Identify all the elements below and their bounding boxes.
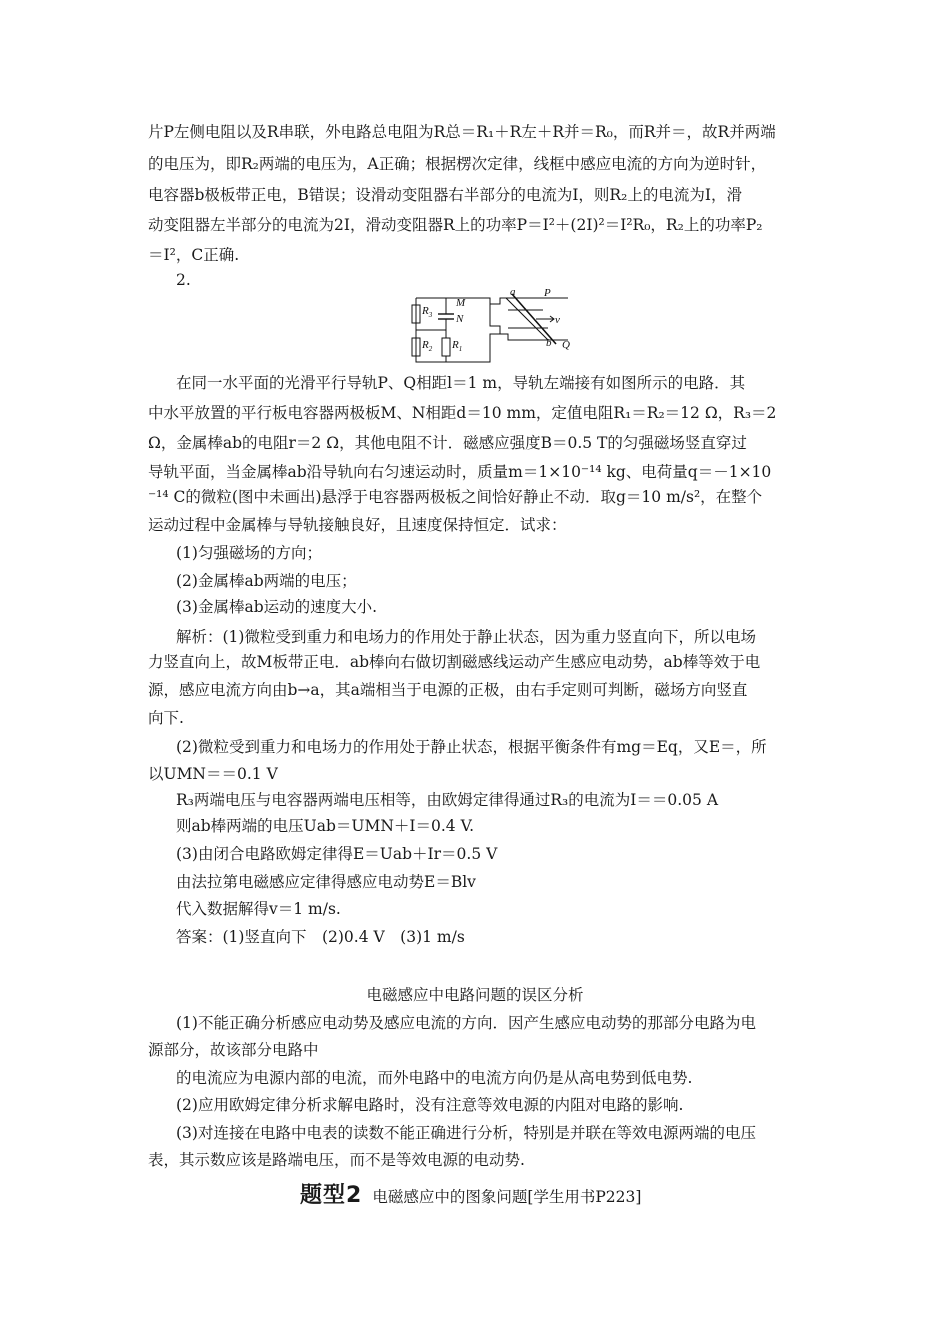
text-line: 运动过程中金属棒与导轨接触良好，且速度保持恒定．试求：: [148, 516, 567, 534]
solution-line: 则ab棒两端的电压Uab＝UMN＋I＝0.4 V.: [176, 817, 474, 835]
label-P: P: [544, 288, 551, 299]
label-b: b: [546, 337, 552, 349]
section-heading: 电磁感应中电路问题的误区分析: [366, 986, 584, 1004]
label-M: M: [456, 297, 466, 309]
topic-label: 题型2: [300, 1183, 363, 1208]
solution-line: (2)微粒受到重力和电场力的作用处于静止状态，根据平衡条件有mg＝Eq，又E＝，所: [176, 738, 767, 756]
text-line: (2)应用欧姆定律分析求解电路时，没有注意等效电源的内阻对电路的影响.: [176, 1096, 684, 1114]
text-line: 在同一水平面的光滑平行导轨P、Q相距l＝1 m，导轨左端接有如图所示的电路．其: [176, 374, 746, 392]
text-line: (3)对连接在电路中电表的读数不能正确进行分析，特别是并联在等效电源两端的电压: [176, 1124, 756, 1142]
sub-question: (2)金属棒ab两端的电压；: [176, 572, 357, 590]
solution-line: 向下.: [148, 709, 184, 727]
label-a: a: [510, 288, 516, 298]
sub-question: (1)匀强磁场的方向；: [176, 544, 322, 562]
solution-line: 以UMN＝＝0.1 V: [148, 765, 278, 783]
label-R1: $R_1$: [452, 339, 463, 353]
answer-line: 答案：(1)竖直向下 (2)0.4 V (3)1 m/s: [176, 928, 465, 946]
solution-line: (3)由闭合电路欧姆定律得E＝Uab＋Ir＝0.5 V: [176, 845, 498, 863]
text-line: 的电压为，即R₂两端的电压为，A正确；根据楞次定律，线框中感应电流的方向为逆时针，: [148, 155, 767, 173]
label-N: N: [456, 313, 464, 325]
text-line: 表，其示数应该是路端电压，而不是等效电源的电动势.: [148, 1151, 525, 1169]
solution-line: 力竖直向上，故M板带正电．ab棒向右做切割磁感线运动产生感应电动势，ab棒等效于电: [148, 653, 761, 671]
circuit-figure: [408, 288, 580, 366]
text-line: ＝I²，C正确.: [148, 246, 240, 264]
text-line: Ω，金属棒ab的电阻r＝2 Ω，其他电阻不计．磁感应强度B＝0.5 T的匀强磁场竖直穿过: [148, 434, 747, 452]
solution-line: 源，感应电流方向由b→a，其a端相当于电源的正极，由右手定则可判断，磁场方向竖直: [148, 681, 748, 699]
label-R2: $R_2$: [422, 339, 433, 353]
solution-line: 解析：(1)微粒受到重力和电场力的作用处于静止状态，因为重力竖直向下，所以电场: [176, 628, 756, 646]
topic-heading: [300, 1178, 641, 1209]
solution-line: R₃两端电压与电容器两端电压相等，由欧姆定律得通过R₃的电流为I＝＝0.05 A: [176, 791, 719, 809]
text-line: 的电流应为电源内部的电流，而外电路中的电流方向仍是从高电势到低电势.: [176, 1069, 693, 1087]
text-line: 导轨平面，当金属棒ab沿导轨向右匀速运动时，质量m＝1×10⁻¹⁴ kg、电荷量q＝－1×10: [148, 463, 772, 481]
text-line: 动变阻器左半部分的电流为2I，滑动变阻器R上的功率P＝I²＋(2I)²＝I²R₀，R₂上的功率P₂: [148, 216, 763, 234]
label-R3: $R_3$: [422, 305, 433, 319]
topic-title: 电磁感应中的图象问题[学生用书P223]: [372, 1188, 642, 1206]
question-number: 2.: [176, 271, 191, 289]
text-line: (1)不能正确分析感应电动势及感应电流的方向．因产生感应电动势的那部分电路为电: [176, 1014, 756, 1032]
label-v: v: [555, 314, 560, 326]
sub-question: (3)金属棒ab运动的速度大小.: [176, 598, 378, 616]
text-line: 片P左侧电阻以及R串联，外电路总电阻为R总＝R₁＋R左＋R并＝R₀，而R并＝，故R并两端: [148, 123, 776, 141]
text-line: ⁻¹⁴ C的微粒(图中未画出)悬浮于电容器两极板之间恰好静止不动．取g＝10 m/s²，在整个: [148, 488, 763, 506]
text-line: 源部分，故该部分电路中: [148, 1041, 319, 1059]
solution-line: 代入数据解得v＝1 m/s.: [176, 900, 341, 918]
text-line: 电容器b极板带正电，B错误；设滑动变阻器右半部分的电流为I，则R₂上的电流为I，滑: [148, 186, 742, 204]
text-line: 中水平放置的平行板电容器两极板M、N相距d＝10 mm，定值电阻R₁＝R₂＝12 Ω，R₃＝2: [148, 404, 777, 422]
label-Q: Q: [562, 339, 570, 351]
solution-line: 由法拉第电磁感应定律得感应电动势E＝Blv: [176, 873, 476, 891]
